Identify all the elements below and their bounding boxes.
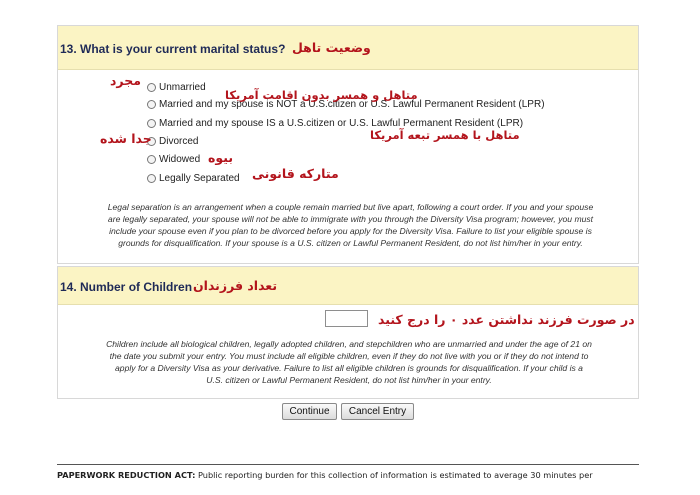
footer-divider: [57, 464, 639, 465]
q13-note-line: include your spouse even if you plan to be divorced before you apply for the Diversity Visa. Failure to list your eligible spouse is: [109, 225, 592, 236]
option-married-spouse-citizen-label: Married and my spouse IS a U.S.citizen or U.S. Lawful Permanent Resident (LPR): [159, 118, 524, 129]
option-widowed[interactable]: [147, 152, 200, 167]
q13-legal-note: [63, 202, 638, 250]
q13-note-line: grounds for disqualification. If your spouse is a U.S. citizen or Lawful Permanent Resident, do not list him/her in your entry.: [118, 237, 583, 248]
q13-note-line: are legally separated, your spouse will not be able to immigrate with you through the Diversity Visa program; however, you must: [107, 213, 594, 224]
q14-note-line: Children include all biological children, legally adopted children, and stepchildren who are unmarried and under the age of 21 on: [106, 339, 592, 349]
q14-note-line: U.S. citizen or Lawful Permanent Resident, do not list him/her in your entry.: [206, 374, 492, 385]
option-legally-separated-label: Legally Separated: [159, 173, 240, 184]
radio-married-spouse-citizen[interactable]: [147, 119, 156, 128]
continue-button[interactable]: Continue: [282, 403, 337, 420]
radio-married-spouse-not-citizen[interactable]: [147, 100, 156, 109]
q14-note-line: the date you submit your entry. You must include all eligible children, even if they do not live with you or if they do not intend to: [109, 350, 589, 361]
q14-title: 14. Number of Children: [60, 280, 193, 294]
q13-header: [58, 26, 638, 70]
children-count-input[interactable]: [325, 310, 368, 327]
option-divorced-label: Divorced: [159, 136, 199, 147]
paperwork-heading: PAPERWORK REDUCTION ACT:: [57, 470, 196, 480]
q14-title-fa: تعداد فرزندان: [193, 278, 278, 293]
q13-title-fa: وضعیت تاهل: [292, 40, 371, 55]
paperwork-text: Public reporting burden for this collection of information is estimated to average 30 minutes per: [195, 470, 593, 480]
cancel-entry-button[interactable]: Cancel Entry: [341, 403, 414, 420]
radio-widowed[interactable]: [147, 155, 156, 164]
annotation-married-citizen: متاهل با همسر تبعه آمریکا: [370, 128, 520, 142]
radio-legally-separated[interactable]: [147, 174, 156, 183]
option-divorced[interactable]: [147, 134, 198, 149]
children-input-annotation: در صورت فرزند نداشتن عدد ۰ را درج کنید: [378, 312, 635, 327]
q14-children-note: [60, 339, 638, 387]
annotation-divorced: جدا شده: [100, 131, 152, 146]
radio-unmarried[interactable]: [147, 83, 156, 92]
q14-header: [58, 267, 638, 305]
annotation-unmarried: مجرد: [110, 73, 141, 88]
option-unmarried-label: Unmarried: [159, 82, 206, 93]
option-unmarried[interactable]: [147, 80, 206, 95]
option-widowed-label: Widowed: [159, 154, 201, 165]
q14-note-line: apply for a Diversity Visa as your derivative. Failure to list all eligible children is grounds for disqualification. If your child is a: [115, 362, 583, 373]
option-legally-separated[interactable]: [147, 171, 240, 186]
annotation-legally-separated: متارکه قانونی: [252, 166, 339, 181]
annotation-widowed: بیوه: [208, 150, 234, 165]
option-married-spouse-not-citizen-label: Married and my spouse is NOT a U.S.citizen or U.S. Lawful Permanent Resident (LPR): [159, 99, 545, 110]
q13-title: 13. What is your current marital status?: [60, 42, 286, 56]
paperwork-notice: [57, 470, 639, 480]
q13-note-line: Legal separation is an arrangement when a couple remain married but live apart, following a court order. If you and your spouse: [107, 202, 594, 212]
annotation-married-not-citizen: متاهل و همسر بدون اقامت آمریکا: [225, 88, 418, 102]
